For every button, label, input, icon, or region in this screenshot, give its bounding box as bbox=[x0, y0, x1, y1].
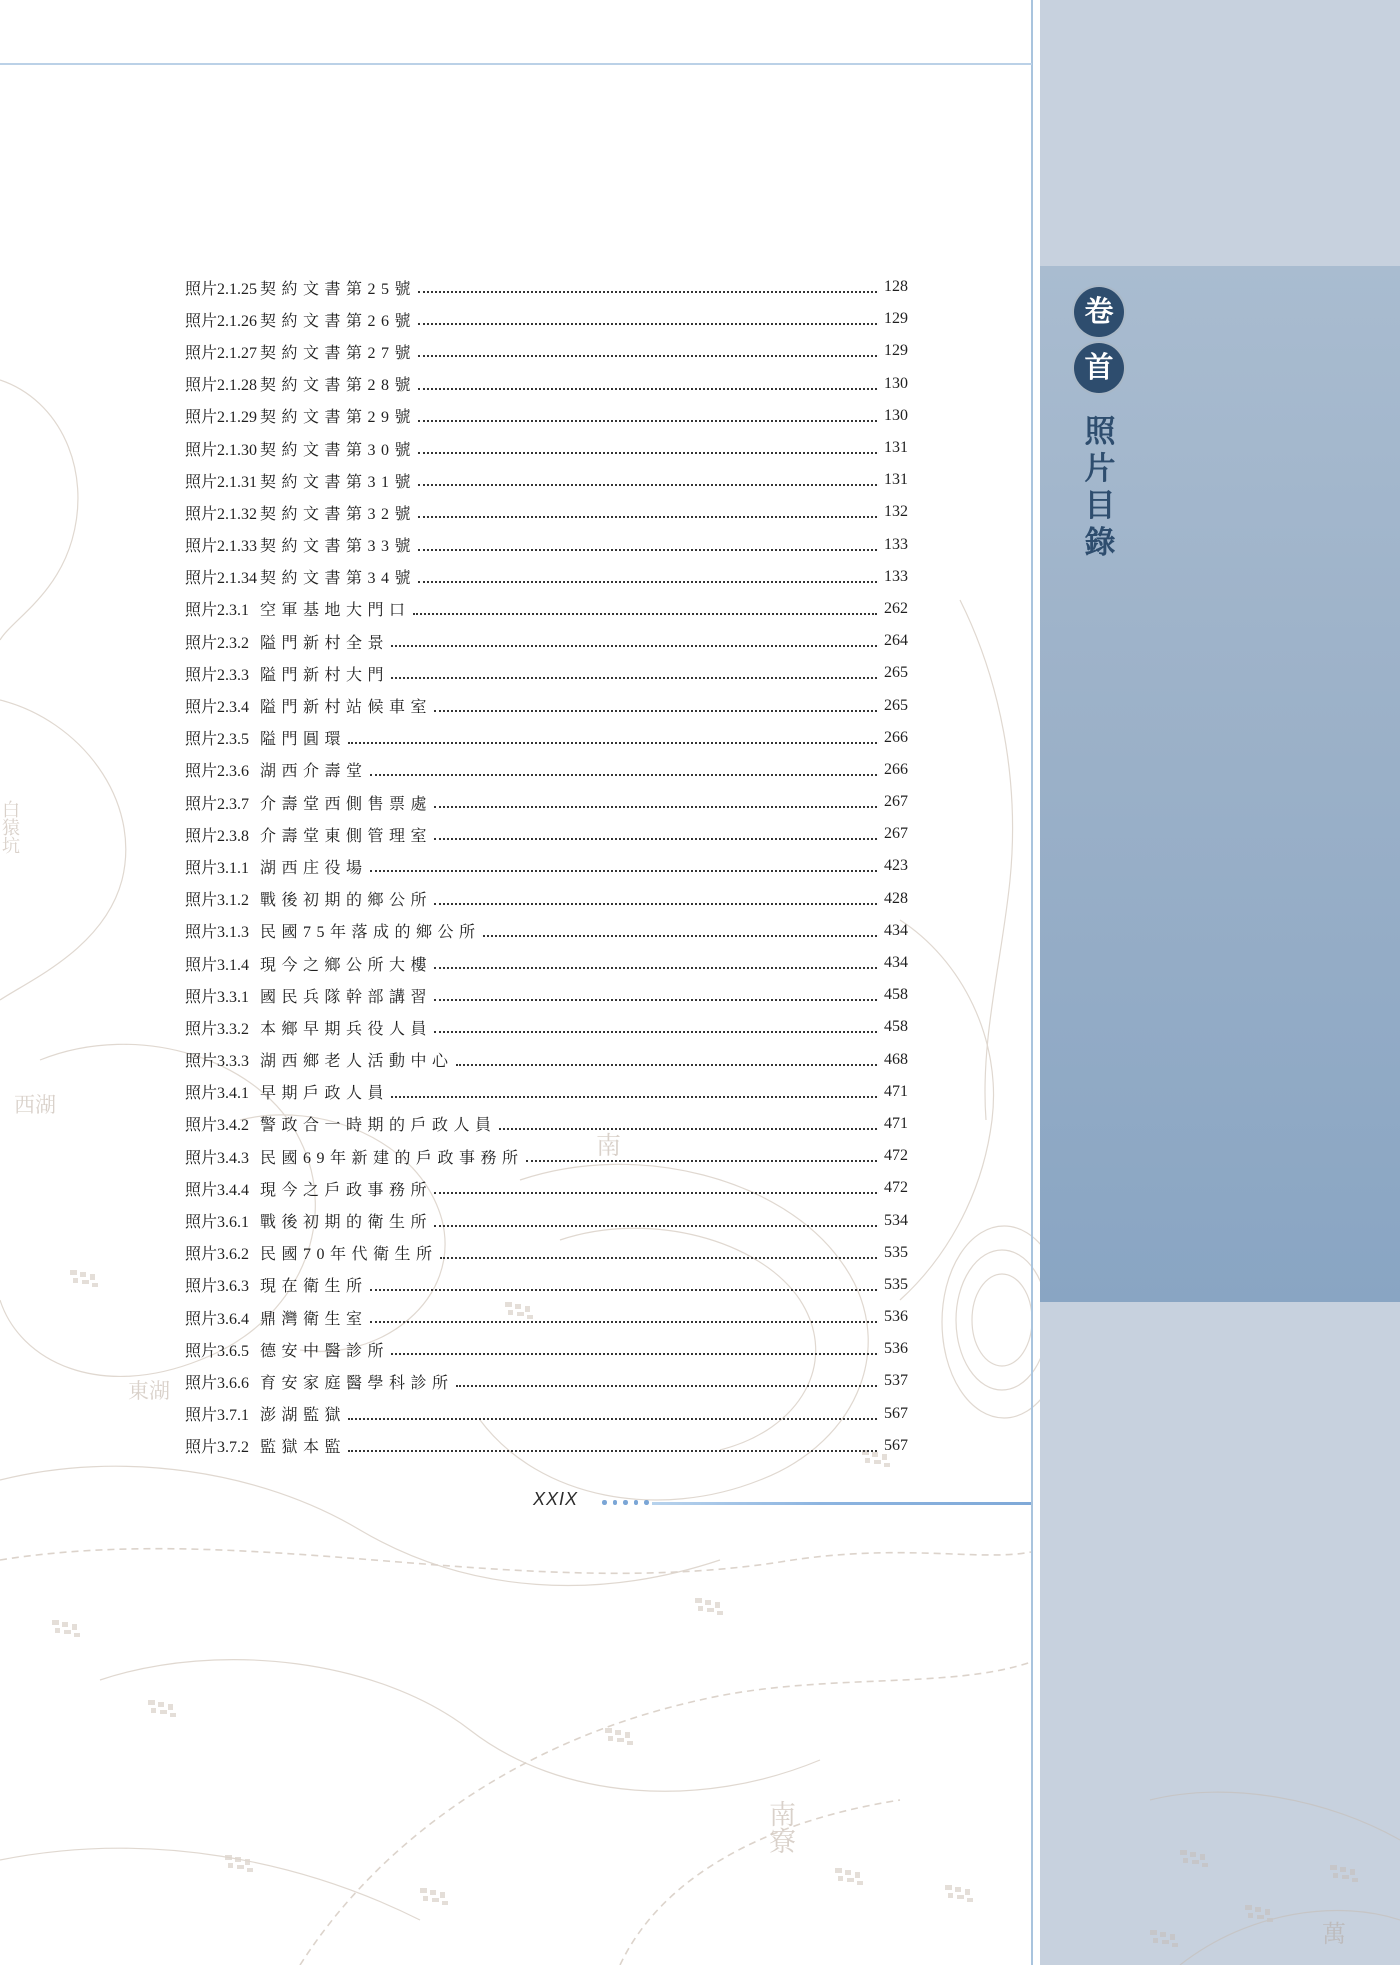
toc-dotted-leader bbox=[418, 516, 877, 518]
toc-entry-title: 警政合一時期的戶政人員 bbox=[260, 1117, 497, 1135]
toc-entry bbox=[185, 850, 908, 882]
toc-entry-page-number: 471 bbox=[884, 1114, 908, 1132]
toc-entry bbox=[185, 464, 908, 496]
toc-entry bbox=[185, 1430, 908, 1462]
toc-entry-title: 澎湖監獄 bbox=[260, 1407, 347, 1425]
toc-entry-label: 照片3.6.5 bbox=[185, 1342, 250, 1360]
toc-entry bbox=[185, 496, 908, 528]
toc-entry-label: 照片2.1.28 bbox=[185, 377, 258, 395]
toc-entry-title: 民國69年新建的戶政事務所 bbox=[260, 1149, 524, 1167]
sidebar-tab-char: 卷 bbox=[1084, 295, 1114, 328]
toc-entry bbox=[185, 1204, 908, 1236]
toc-entry bbox=[185, 1172, 908, 1204]
sidebar-tab-char: 首 bbox=[1084, 351, 1114, 384]
toc-entry bbox=[185, 1269, 908, 1301]
sidebar-tab-circle-shou bbox=[1072, 341, 1126, 395]
toc-entry-label: 照片3.7.1 bbox=[185, 1407, 250, 1425]
toc-entry bbox=[185, 947, 908, 979]
toc-entry-page-number: 472 bbox=[884, 1147, 908, 1165]
toc-entry-page-number: 536 bbox=[884, 1340, 908, 1358]
toc-entry-label: 照片3.6.6 bbox=[185, 1374, 250, 1392]
toc-entry-title: 介壽堂東側管理室 bbox=[260, 827, 433, 845]
toc-dotted-leader bbox=[434, 1192, 877, 1194]
toc-entry-page-number: 468 bbox=[884, 1050, 908, 1068]
toc-entry-page-number: 434 bbox=[884, 954, 908, 972]
toc-entry-title: 現今之鄉公所大樓 bbox=[260, 956, 433, 974]
toc-entry-page-number: 535 bbox=[884, 1243, 908, 1261]
toc-entry-title: 民國75年落成的鄉公所 bbox=[260, 924, 481, 942]
toc-entry-page-number: 567 bbox=[884, 1404, 908, 1422]
toc-dotted-leader bbox=[348, 1450, 877, 1452]
toc-entry-title: 戰後初期的鄉公所 bbox=[260, 892, 433, 910]
toc-entry-label: 照片2.1.33 bbox=[185, 538, 258, 556]
toc-entry-label: 照片3.3.3 bbox=[185, 1053, 250, 1071]
toc-dotted-leader bbox=[418, 420, 877, 422]
toc-entry-label: 照片2.3.8 bbox=[185, 827, 250, 845]
toc-entry-page-number: 267 bbox=[884, 793, 908, 811]
toc-entry bbox=[185, 593, 908, 625]
toc-entry-page-number: 128 bbox=[884, 278, 908, 296]
toc-dotted-leader bbox=[418, 323, 877, 325]
toc-entry-label: 照片3.7.2 bbox=[185, 1439, 250, 1457]
toc-entry-title: 育安家庭醫學科診所 bbox=[260, 1374, 454, 1392]
footer-dot bbox=[644, 1500, 649, 1505]
toc-entry-page-number: 458 bbox=[884, 1018, 908, 1036]
toc-entry bbox=[185, 303, 908, 335]
toc-dotted-leader bbox=[499, 1128, 877, 1130]
toc-entry-page-number: 265 bbox=[884, 664, 908, 682]
toc-entry-title: 契約文書第34號 bbox=[260, 570, 417, 588]
toc-entry-title: 湖西庄役場 bbox=[260, 859, 368, 877]
toc-dotted-leader bbox=[370, 1289, 877, 1291]
toc-dotted-leader bbox=[434, 1031, 877, 1033]
toc-entry bbox=[185, 1333, 908, 1365]
toc-dotted-leader bbox=[434, 710, 877, 712]
toc-entry bbox=[185, 335, 908, 367]
toc-entry bbox=[185, 625, 908, 657]
toc-entry bbox=[185, 368, 908, 400]
toc-entry bbox=[185, 1076, 908, 1108]
toc-dotted-leader bbox=[413, 613, 877, 615]
toc-entry-title: 契約文書第28號 bbox=[260, 377, 417, 395]
toc-entry-page-number: 423 bbox=[884, 857, 908, 875]
toc-entry-page-number: 267 bbox=[884, 825, 908, 843]
toc-entry bbox=[185, 400, 908, 432]
toc-dotted-leader bbox=[418, 452, 877, 454]
toc-entry-label: 照片2.3.1 bbox=[185, 602, 250, 620]
toc-entry bbox=[185, 1140, 908, 1172]
footer-dot bbox=[602, 1500, 607, 1505]
sidebar-tab-circle-juan bbox=[1072, 285, 1126, 339]
toc-dotted-leader bbox=[418, 355, 877, 357]
toc-entry-label: 照片2.1.31 bbox=[185, 473, 258, 491]
toc-entry-page-number: 264 bbox=[884, 632, 908, 650]
toc-entry-title: 現在衛生所 bbox=[260, 1278, 368, 1296]
toc-dotted-leader bbox=[456, 1064, 877, 1066]
toc-entry bbox=[185, 1301, 908, 1333]
wm-label: 西湖 bbox=[14, 1093, 56, 1117]
toc-entry-page-number: 129 bbox=[884, 310, 908, 328]
toc-dotted-leader bbox=[370, 774, 877, 776]
toc-entry bbox=[185, 1108, 908, 1140]
sidebar-title-char: 照 bbox=[1084, 414, 1116, 449]
toc-entry-page-number: 265 bbox=[884, 696, 908, 714]
toc-dotted-leader bbox=[434, 903, 877, 905]
toc-dotted-leader bbox=[418, 484, 877, 486]
toc-entry bbox=[185, 1398, 908, 1430]
toc-dotted-leader bbox=[434, 999, 877, 1001]
toc-entry bbox=[185, 754, 908, 786]
toc-entry bbox=[185, 561, 908, 593]
toc-entry-label: 照片2.3.3 bbox=[185, 666, 250, 684]
toc-entry-label: 照片2.1.29 bbox=[185, 409, 258, 427]
toc-entry-label: 照片2.1.32 bbox=[185, 505, 258, 523]
toc-entry-title: 鼎灣衛生室 bbox=[260, 1310, 368, 1328]
sidebar-title-char: 目 bbox=[1084, 488, 1116, 523]
toc-entry bbox=[185, 1044, 908, 1076]
wm-label: 白猿坑 bbox=[0, 800, 20, 854]
sidebar-title-char: 片 bbox=[1084, 451, 1116, 486]
toc-entry bbox=[185, 979, 908, 1011]
folio-page-number: XXIX bbox=[533, 1489, 579, 1509]
toc-entry-page-number: 535 bbox=[884, 1275, 908, 1293]
toc-dotted-leader bbox=[434, 967, 877, 969]
toc-entry-page-number: 537 bbox=[884, 1372, 908, 1390]
wm-label: 東湖 bbox=[128, 1379, 170, 1403]
toc-entry-title: 早期戶政人員 bbox=[260, 1085, 390, 1103]
toc-entry-title: 契約文書第29號 bbox=[260, 409, 417, 427]
toc-entry-page-number: 133 bbox=[884, 567, 908, 585]
toc-entry-page-number: 131 bbox=[884, 439, 908, 457]
footer-rule bbox=[652, 1502, 1031, 1505]
toc-dotted-leader bbox=[434, 1225, 877, 1227]
toc-entry-label: 照片2.1.26 bbox=[185, 312, 258, 330]
toc-dotted-leader bbox=[526, 1160, 877, 1162]
toc-entry-page-number: 428 bbox=[884, 889, 908, 907]
toc-entry-title: 介壽堂西側售票處 bbox=[260, 795, 433, 813]
toc-entry-page-number: 458 bbox=[884, 986, 908, 1004]
toc-entry bbox=[185, 818, 908, 850]
toc-entry-page-number: 534 bbox=[884, 1211, 908, 1229]
toc-entry-title: 空軍基地大門口 bbox=[260, 602, 411, 620]
wm-label: 萬 bbox=[1322, 1922, 1346, 1948]
toc-entry-label: 照片2.1.30 bbox=[185, 441, 258, 459]
toc-entry-title: 現今之戶政事務所 bbox=[260, 1181, 433, 1199]
toc-entry-label: 照片3.6.2 bbox=[185, 1246, 250, 1264]
toc-entry-label: 照片3.3.2 bbox=[185, 1020, 250, 1038]
toc-entry-title: 國民兵隊幹部講習 bbox=[260, 988, 433, 1006]
toc-entry-title: 契約文書第32號 bbox=[260, 505, 417, 523]
toc-entry-label: 照片3.1.1 bbox=[185, 859, 250, 877]
toc-entry-title: 隘門新村站候車室 bbox=[260, 699, 433, 717]
toc-entry-page-number: 130 bbox=[884, 406, 908, 424]
toc-entry-title: 契約文書第31號 bbox=[260, 473, 417, 491]
toc-dotted-leader bbox=[348, 1418, 877, 1420]
toc-dotted-leader bbox=[434, 838, 877, 840]
toc-dotted-leader bbox=[370, 1321, 877, 1323]
toc-entry-page-number: 262 bbox=[884, 599, 908, 617]
toc-entry bbox=[185, 271, 908, 303]
toc-dotted-leader bbox=[370, 870, 877, 872]
toc-entry-page-number: 129 bbox=[884, 342, 908, 360]
toc-entry-page-number: 266 bbox=[884, 728, 908, 746]
toc-entry-label: 照片3.3.1 bbox=[185, 988, 250, 1006]
toc-entry-label: 照片2.3.6 bbox=[185, 763, 250, 781]
toc-entry-page-number: 132 bbox=[884, 503, 908, 521]
toc-entry-label: 照片3.1.2 bbox=[185, 892, 250, 910]
toc-dotted-leader bbox=[391, 677, 877, 679]
photo-toc-list bbox=[185, 271, 908, 1462]
toc-dotted-leader bbox=[418, 549, 877, 551]
toc-dotted-leader bbox=[418, 581, 877, 583]
toc-entry-title: 契約文書第25號 bbox=[260, 280, 417, 298]
wm-label: 南寮 bbox=[765, 1800, 795, 1854]
sidebar-band-bottom bbox=[1040, 1302, 1400, 1965]
toc-entry-label: 照片2.3.4 bbox=[185, 699, 250, 717]
toc-entry bbox=[185, 689, 908, 721]
toc-entry-label: 照片3.6.3 bbox=[185, 1278, 250, 1296]
footer-dot bbox=[623, 1500, 628, 1505]
toc-entry-page-number: 536 bbox=[884, 1308, 908, 1326]
toc-entry-title: 湖西介壽堂 bbox=[260, 763, 368, 781]
header-rule bbox=[0, 63, 1032, 65]
toc-dotted-leader bbox=[391, 1353, 877, 1355]
toc-entry-title: 隘門新村大門 bbox=[260, 666, 390, 684]
toc-dotted-leader bbox=[418, 291, 877, 293]
toc-dotted-leader bbox=[434, 806, 877, 808]
toc-entry bbox=[185, 1237, 908, 1269]
sidebar-band-top bbox=[1040, 0, 1400, 266]
toc-entry bbox=[185, 883, 908, 915]
toc-entry-title: 隘門圓環 bbox=[260, 731, 347, 749]
toc-entry-page-number: 266 bbox=[884, 760, 908, 778]
toc-entry-title: 契約文書第33號 bbox=[260, 538, 417, 556]
toc-entry bbox=[185, 722, 908, 754]
toc-entry-title: 民國70年代衛生所 bbox=[260, 1246, 438, 1264]
toc-entry-page-number: 130 bbox=[884, 374, 908, 392]
toc-entry-label: 照片2.3.5 bbox=[185, 731, 250, 749]
toc-dotted-leader bbox=[440, 1257, 877, 1259]
toc-entry-title: 戰後初期的衛生所 bbox=[260, 1214, 433, 1232]
toc-entry bbox=[185, 657, 908, 689]
toc-entry-label: 照片3.4.2 bbox=[185, 1117, 250, 1135]
toc-entry-label: 照片3.1.3 bbox=[185, 924, 250, 942]
toc-entry-title: 德安中醫診所 bbox=[260, 1342, 390, 1360]
toc-dotted-leader bbox=[483, 935, 877, 937]
toc-entry-title: 湖西鄉老人活動中心 bbox=[260, 1053, 454, 1071]
toc-entry-label: 照片3.4.1 bbox=[185, 1085, 250, 1103]
toc-entry-page-number: 472 bbox=[884, 1179, 908, 1197]
toc-entry bbox=[185, 1365, 908, 1397]
sidebar-title-char: 錄 bbox=[1084, 525, 1116, 560]
toc-entry-label: 照片3.6.1 bbox=[185, 1214, 250, 1232]
toc-entry bbox=[185, 786, 908, 818]
toc-dotted-leader bbox=[391, 1096, 877, 1098]
toc-entry-label: 照片3.1.4 bbox=[185, 956, 250, 974]
toc-entry-title: 本鄉早期兵役人員 bbox=[260, 1020, 433, 1038]
toc-entry-label: 照片2.1.34 bbox=[185, 570, 258, 588]
toc-dotted-leader bbox=[418, 388, 877, 390]
toc-entry-title: 契約文書第26號 bbox=[260, 312, 417, 330]
toc-entry-label: 照片2.1.27 bbox=[185, 344, 258, 362]
footer-dot bbox=[613, 1500, 618, 1505]
toc-entry-label: 照片2.3.2 bbox=[185, 634, 250, 652]
sidebar-vertical-rule bbox=[1031, 0, 1033, 1965]
toc-entry-page-number: 133 bbox=[884, 535, 908, 553]
toc-entry bbox=[185, 1011, 908, 1043]
toc-entry-label: 照片3.4.3 bbox=[185, 1149, 250, 1167]
toc-entry-label: 照片2.1.25 bbox=[185, 280, 258, 298]
toc-entry-title: 契約文書第27號 bbox=[260, 344, 417, 362]
toc-entry bbox=[185, 915, 908, 947]
toc-entry-page-number: 567 bbox=[884, 1436, 908, 1454]
toc-entry-page-number: 434 bbox=[884, 921, 908, 939]
footer-dots bbox=[602, 1500, 649, 1505]
toc-entry bbox=[185, 432, 908, 464]
toc-dotted-leader bbox=[348, 742, 877, 744]
toc-entry-page-number: 131 bbox=[884, 471, 908, 489]
toc-entry-label: 照片2.3.7 bbox=[185, 795, 250, 813]
footer-dot bbox=[634, 1500, 639, 1505]
toc-entry-label: 照片3.6.4 bbox=[185, 1310, 250, 1328]
wm-label: 南 bbox=[596, 1133, 622, 1160]
toc-dotted-leader bbox=[456, 1385, 877, 1387]
toc-entry-page-number: 471 bbox=[884, 1082, 908, 1100]
toc-entry-title: 監獄本監 bbox=[260, 1439, 347, 1457]
toc-entry-label: 照片3.4.4 bbox=[185, 1181, 250, 1199]
toc-entry-title: 契約文書第30號 bbox=[260, 441, 417, 459]
toc-dotted-leader bbox=[391, 645, 877, 647]
toc-entry-title: 隘門新村全景 bbox=[260, 634, 390, 652]
toc-entry bbox=[185, 529, 908, 561]
